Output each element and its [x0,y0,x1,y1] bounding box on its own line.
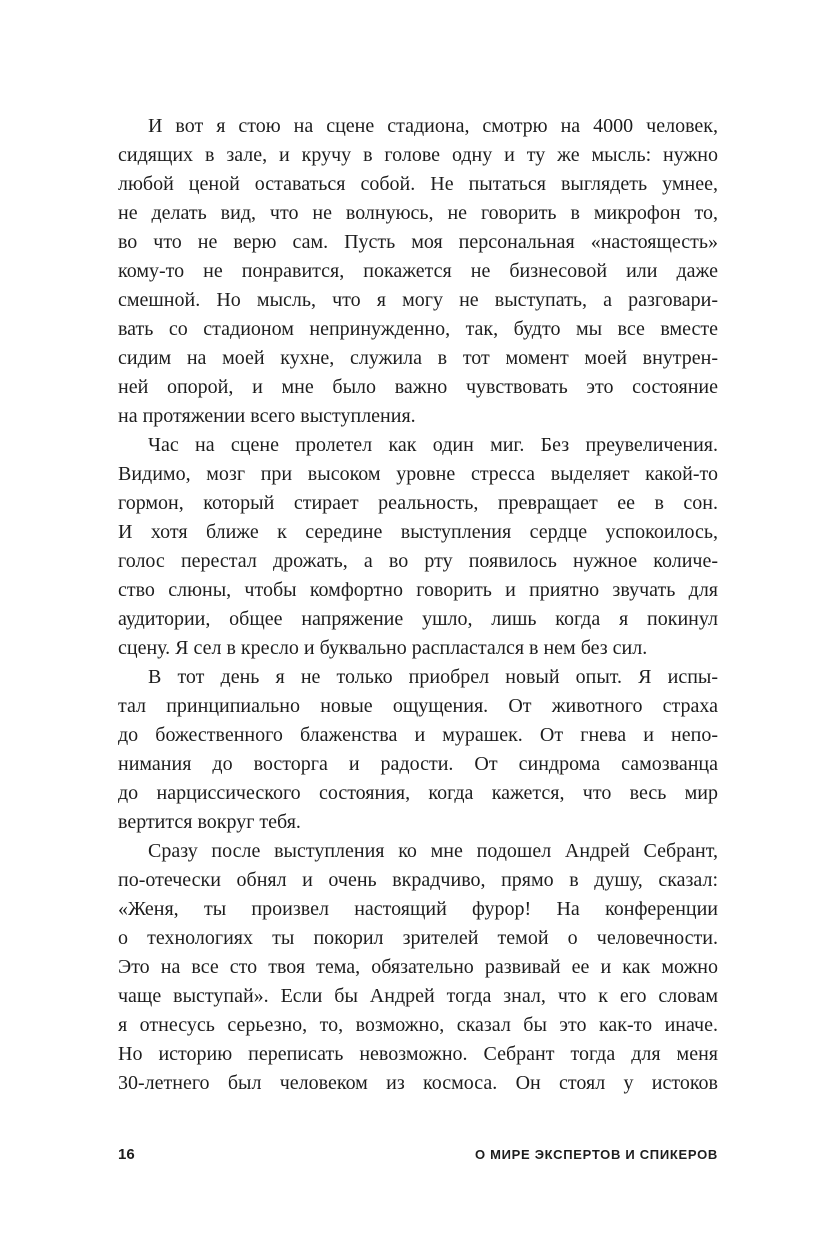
paragraph [118,431,718,663]
paragraph [118,837,718,1098]
text-line: не делать вид, что не волнуюсь, не говорить в микрофон то, [118,202,718,224]
text-line: голос перестал дрожать, а во рту появилось нужное количе- [118,550,718,572]
text-line: Сразу после выступления ко мне подошел Андрей Себрант, [148,840,718,862]
page-number: 16 [118,1146,135,1163]
text-line: до нарциссического состояния, когда кажется, что весь мир [118,782,718,804]
text-line: сидящих в зале, и кручу в голове одну и ту же мысль: нужно [118,144,718,166]
paragraph [118,112,718,431]
text-line: во что не верю сам. Пусть моя персональная «настоящесть» [118,231,718,253]
text-line: смешной. Но мысль, что я могу не выступать, а разговари- [118,289,718,311]
text-line: ней опорой, и мне было важно чувствовать это состояние [118,376,718,398]
text-line: ство слюны, чтобы комфортно говорить и приятно звучать для [118,579,718,601]
text-line: любой ценой оставаться собой. Не пытаться выглядеть умнее, [118,173,718,195]
text-line: вать со стадионом непринужденно, так, будто мы все вместе [118,318,718,340]
text-line: по-отечески обнял и очень вкрадчиво, прямо в душу, сказал: [118,869,718,891]
text-line: нимания до восторга и радости. От синдрома самозванца [118,753,718,775]
text-line: сцену. Я сел в кресло и буквально распластался в нем без сил. [118,637,648,659]
text-line: я отнесусь серьезно, то, возможно, сказал бы это как-то иначе. [118,1014,718,1036]
page-text [118,112,718,1098]
text-line: 30-летнего был человеком из космоса. Он стоял у истоков [118,1072,718,1094]
text-line: кому-то не понравится, покажется не бизнесовой или даже [118,260,718,282]
text-line: до божественного блаженства и мурашек. От гнева и непо- [118,724,718,746]
text-line: Но историю переписать невозможно. Себрант тогда для меня [118,1043,718,1065]
text-line: вертится вокруг тебя. [118,811,301,833]
running-footer-title: О МИРЕ ЭКСПЕРТОВ И СПИКЕРОВ [474,1147,718,1162]
text-line: аудитории, общее напряжение ушло, лишь когда я покинул [118,608,718,630]
text-line: сидим на моей кухне, служила в тот момент моей внутрен- [118,347,718,369]
text-line: И вот я стою на сцене стадиона, смотрю на 4000 человек, [148,115,718,137]
text-line: о технологиях ты покорил зрителей темой о человечности. [118,927,718,949]
text-line: гормон, который стирает реальность, превращает ее в сон. [118,492,718,514]
paragraph [118,663,718,837]
text-line: И хотя ближе к середине выступления сердце успокоилось, [118,521,718,543]
text-line: чаще выступай». Если бы Андрей тогда знал, что к его словам [118,985,718,1007]
text-line: Это на все сто твоя тема, обязательно развивай ее и как можно [118,956,718,978]
text-line: Час на сцене пролетел как один миг. Без преувеличения. [148,434,718,456]
text-line: «Женя, ты произвел настоящий фурор! На конференции [118,898,718,920]
text-line: Видимо, мозг при высоком уровне стресса выделяет какой-то [118,463,718,485]
text-line: В тот день я не только приобрел новый опыт. Я испы- [148,666,718,688]
text-line: на протяжении всего выступления. [118,405,416,427]
text-line: тал принципиально новые ощущения. От животного страха [118,695,718,717]
page-footer [118,1146,718,1163]
